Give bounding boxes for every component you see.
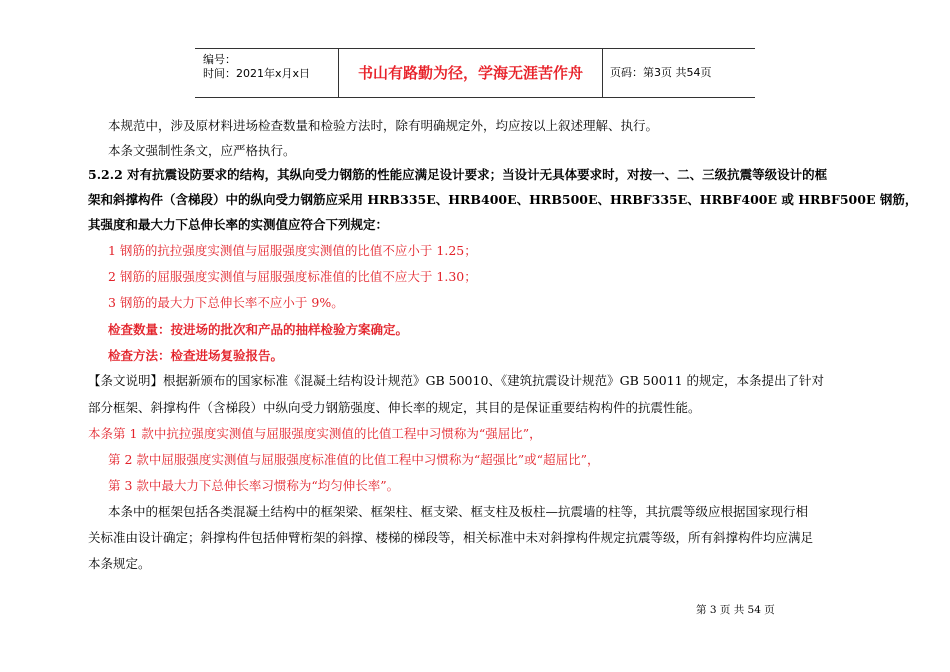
page-header	[195, 48, 755, 98]
header-date-label: 时间：2021年x月x日	[203, 67, 311, 80]
term-overstrength-ratio: 第 2 款中屈服强度实测值与屈服强度标准值的比值工程中习惯称为“超强比”或“超屈比”，	[108, 452, 600, 467]
paragraph-scope-line3: 本条规定。	[88, 556, 151, 571]
paragraph-scope-line1: 本条中的框架包括各类混凝土结构中的框架梁、框架柱、框支梁、框支柱及板柱—抗震墙的柱等，其抗震等级应根据国家现行相	[108, 504, 809, 519]
check-method: 检查方法：检查进场复验报告。	[108, 348, 284, 363]
term-strength-ratio: 本条第 1 款中抗拉强度实测值与屈服强度实测值的比值工程中习惯称为“强屈比”，	[88, 426, 542, 441]
paragraph-intro: 本规范中，涉及原材料进场检查数量和检验方法时，除有明确规定外，均应按以上叙述理解、执行。	[108, 118, 659, 133]
requirement-item-2: 2 钢筋的屈服强度实测值与屈服强度标准值的比值不应大于 1.30；	[108, 269, 477, 284]
clause-5-2-2-line2: 架和斜撑构件（含梯段）中的纵向受力钢筋应采用 HRB335E、HRB400E、HRB500E、HRBF335E、HRBF400E 或 HRBF500E 钢筋，	[88, 192, 918, 207]
paragraph-scope-line2: 关标准由设计确定；斜撑构件包括伸臂桁架的斜撑、楼梯的梯段等，相关标准中未对斜撑构件规定抗震等级，所有斜撑构件均应满足	[88, 530, 814, 545]
clause-5-2-2-line3: 其强度和最大力下总伸长率的实测值应符合下列规定：	[88, 217, 389, 232]
term-uniform-elongation: 第 3 款中最大力下总伸长率习惯称为“均匀伸长率”。	[108, 478, 400, 493]
header-page-info: 页码：第3页 共54页	[610, 66, 712, 79]
page-footer-number: 第 3 页 共 54 页	[696, 604, 775, 616]
requirement-item-3: 3 钢筋的最大力下总伸长率不应小于 9%。	[108, 295, 344, 310]
paragraph-mandatory-note: 本条文强制性条文，应严格执行。	[108, 143, 296, 158]
header-code-label: 编号：	[203, 53, 236, 66]
header-meta	[203, 53, 310, 81]
header-divider	[602, 49, 603, 97]
clause-explanation-line2: 部分框架、斜撑构件（含梯段）中纵向受力钢筋强度、伸长率的规定，其目的是保证重要结构构件的抗震性能。	[88, 400, 701, 415]
clause-5-2-2-line1: 5.2.2 对有抗震设防要求的结构，其纵向受力钢筋的性能应满足设计要求；当设计无具体要求时，对按一、二、三级抗震等级设计的框	[88, 167, 828, 182]
header-motto: 书山有路勤为径，学海无涯苦作舟	[357, 64, 583, 82]
requirement-item-1: 1 钢筋的抗拉强度实测值与屈服强度实测值的比值不应小于 1.25；	[108, 243, 477, 258]
clause-explanation-line1: 【条文说明】根据新颁布的国家标准《混凝土结构设计规范》GB 50010、《建筑抗震设计规范》GB 50011 的规定，本条提出了针对	[88, 373, 825, 388]
check-quantity: 检查数量：按进场的批次和产品的抽样检验方案确定。	[108, 322, 409, 337]
